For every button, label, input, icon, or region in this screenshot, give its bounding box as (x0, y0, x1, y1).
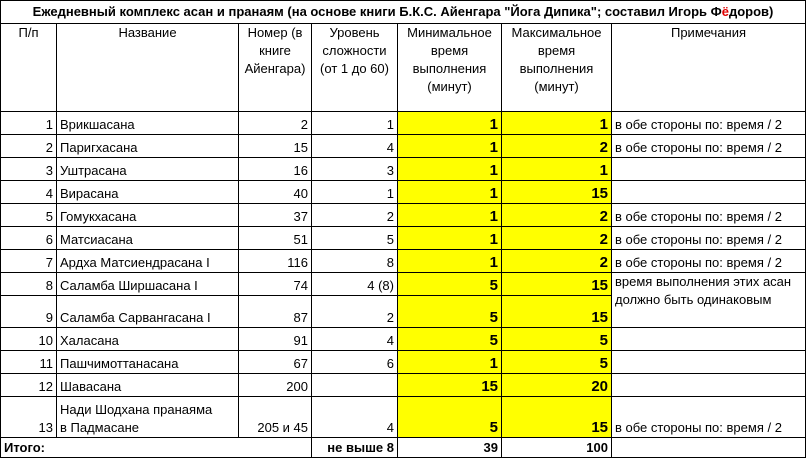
row-difficulty: 5 (312, 227, 398, 250)
row-min-time: 1 (398, 351, 502, 374)
row-min-time: 1 (398, 158, 502, 181)
totals-difficulty: не выше 8 (312, 438, 398, 458)
row-name: Саламба Сарвангасана I (57, 296, 239, 328)
row-note (612, 158, 806, 181)
row-name: Уштрасана (57, 158, 239, 181)
table-row (1, 158, 806, 181)
totals-label: Итого: (1, 438, 312, 458)
totals-min-time: 39 (398, 438, 502, 458)
title-text-highlight: ё (721, 4, 729, 19)
table-row (1, 204, 806, 227)
row-index: 10 (1, 328, 57, 351)
table-row (1, 227, 806, 250)
row-book-number: 91 (239, 328, 312, 351)
header-notes: Примечания (612, 24, 806, 112)
header-min-time: Минимальное время выполнения (минут) (398, 24, 502, 112)
row-note (612, 374, 806, 397)
row-name: Шавасана (57, 374, 239, 397)
row-difficulty: 8 (312, 250, 398, 273)
row-book-number: 87 (239, 296, 312, 328)
row-max-time: 5 (502, 328, 612, 351)
row-max-time: 2 (502, 250, 612, 273)
row-min-time: 1 (398, 135, 502, 158)
row-min-time: 1 (398, 227, 502, 250)
header-max-time: Максимальное время выполнения (минут) (502, 24, 612, 112)
row-difficulty (312, 374, 398, 397)
row-book-number: 37 (239, 204, 312, 227)
row-book-number: 116 (239, 250, 312, 273)
row-difficulty: 6 (312, 351, 398, 374)
row-note: в обе стороны по: время / 2 (612, 135, 806, 158)
row-index: 4 (1, 181, 57, 204)
row-max-time: 5 (502, 351, 612, 374)
totals-row (1, 438, 806, 458)
row-book-number: 40 (239, 181, 312, 204)
header-index: П/п (1, 24, 57, 112)
header-difficulty: Уровень сложности (от 1 до 60) (312, 24, 398, 112)
row-note (612, 181, 806, 204)
title-text-prefix: Ежедневный комплекс асан и пранаям (на основе книги Б.К.С. Айенгара "Йога Дипика"; составил Игорь Ф (32, 4, 722, 19)
row-max-time: 1 (502, 112, 612, 135)
row-max-time: 15 (502, 397, 612, 438)
table-row (1, 112, 806, 135)
row-note (612, 328, 806, 351)
row-max-time: 15 (502, 296, 612, 328)
row-note (612, 351, 806, 374)
row-difficulty: 2 (312, 296, 398, 328)
row-name-line2: в Падмасане (60, 420, 139, 435)
row-name: Гомукхасана (57, 204, 239, 227)
row-name (57, 397, 239, 438)
row-book-number: 205 и 45 (239, 397, 312, 438)
row-min-time: 5 (398, 397, 502, 438)
header-book-number: Номер (в книге Айенгара) (239, 24, 312, 112)
row-book-number: 16 (239, 158, 312, 181)
row-min-time: 1 (398, 204, 502, 227)
row-min-time: 5 (398, 296, 502, 328)
table-row (1, 374, 806, 397)
row-max-time: 2 (502, 204, 612, 227)
row-min-time: 1 (398, 112, 502, 135)
row-name: Саламба Ширшасана I (57, 273, 239, 296)
row-index: 3 (1, 158, 57, 181)
row-note: в обе стороны по: время / 2 (612, 227, 806, 250)
row-min-time: 5 (398, 273, 502, 296)
row-difficulty: 4 (312, 397, 398, 438)
row-name-line1: Нади Шодхана пранаяма (60, 402, 213, 417)
totals-note (612, 438, 806, 458)
table-row (1, 135, 806, 158)
row-book-number: 74 (239, 273, 312, 296)
row-name: Врикшасана (57, 112, 239, 135)
row-index: 6 (1, 227, 57, 250)
row-max-time: 1 (502, 158, 612, 181)
row-book-number: 15 (239, 135, 312, 158)
row-difficulty: 4 (8) (312, 273, 398, 296)
header-row (1, 24, 806, 112)
row-index: 12 (1, 374, 57, 397)
header-name: Название (57, 24, 239, 112)
title-text-suffix: доров) (728, 4, 774, 19)
row-name: Ардха Матсиендрасана I (57, 250, 239, 273)
row-index: 9 (1, 296, 57, 328)
row-index: 11 (1, 351, 57, 374)
row-max-time: 15 (502, 273, 612, 296)
row-min-time: 15 (398, 374, 502, 397)
row-name: Пашчимоттанасана (57, 351, 239, 374)
merged-note: время выполнения этих асан должно быть одинаковым (612, 273, 806, 328)
row-difficulty: 1 (312, 112, 398, 135)
table-row (1, 397, 806, 438)
table-row (1, 273, 806, 296)
row-max-time: 20 (502, 374, 612, 397)
row-index: 7 (1, 250, 57, 273)
row-difficulty: 4 (312, 135, 398, 158)
row-name: Вирасана (57, 181, 239, 204)
row-min-time: 1 (398, 250, 502, 273)
row-index: 13 (1, 397, 57, 438)
row-name: Паригхасана (57, 135, 239, 158)
row-index: 8 (1, 273, 57, 296)
row-index: 2 (1, 135, 57, 158)
table-row (1, 351, 806, 374)
table-row (1, 181, 806, 204)
row-index: 5 (1, 204, 57, 227)
row-note: в обе стороны по: время / 2 (612, 250, 806, 273)
table-row (1, 250, 806, 273)
row-max-time: 2 (502, 227, 612, 250)
row-difficulty: 4 (312, 328, 398, 351)
totals-max-time: 100 (502, 438, 612, 458)
row-book-number: 200 (239, 374, 312, 397)
row-min-time: 5 (398, 328, 502, 351)
row-max-time: 2 (502, 135, 612, 158)
row-difficulty: 1 (312, 181, 398, 204)
row-name: Халасана (57, 328, 239, 351)
row-index: 1 (1, 112, 57, 135)
row-note: в обе стороны по: время / 2 (612, 204, 806, 227)
row-note: в обе стороны по: время / 2 (612, 397, 806, 438)
row-name: Матсиасана (57, 227, 239, 250)
row-book-number: 51 (239, 227, 312, 250)
row-difficulty: 2 (312, 204, 398, 227)
row-book-number: 2 (239, 112, 312, 135)
row-book-number: 67 (239, 351, 312, 374)
row-difficulty: 3 (312, 158, 398, 181)
table-title (1, 1, 806, 24)
row-max-time: 15 (502, 181, 612, 204)
title-row (1, 1, 806, 24)
row-note: в обе стороны по: время / 2 (612, 112, 806, 135)
row-min-time: 1 (398, 181, 502, 204)
table-row (1, 328, 806, 351)
